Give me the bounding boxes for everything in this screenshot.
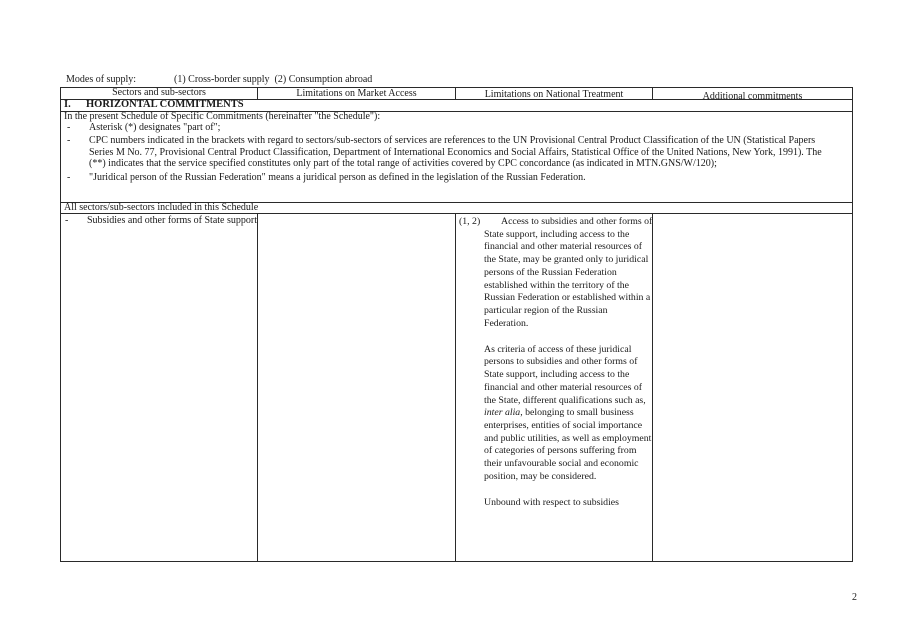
definition-text: CPC numbers indicated in the brackets with regard to sectors/sub-sectors of services are references to the UN Provisional Central Product Classification of the UN (Statistical Papers Series M No. 77, Provisional Central Product Classification, Department of International Economics and Social Affairs, Statistical Office of the United Nations, New York, 1991). The (**) indicates that the service specified constitutes only part of the total range of activities covered by CPC concordance (as indicated in MTN.GNS/W/120);	[89, 134, 822, 170]
sector-cell	[61, 215, 257, 255]
column-header-national-treatment: Limitations on National Treatment	[484, 89, 624, 100]
col-divider-1-body	[257, 213, 258, 562]
section-title-text: HORIZONTAL COMMITMENTS	[86, 99, 244, 110]
nt-paragraph-2	[484, 344, 654, 484]
nt-body	[484, 216, 654, 522]
definitions-list	[63, 122, 838, 185]
modes-label: Modes of supply:	[66, 74, 136, 85]
all-sectors-heading: All sectors/sub-sectors included in this Schedule	[64, 202, 259, 213]
definition-item	[63, 172, 838, 184]
nt-paragraph-3: Unbound with respect to subsidies	[484, 496, 619, 508]
column-header-market-access: Limitations on Market Access	[296, 88, 417, 99]
table-bottom-border	[60, 561, 853, 562]
bullet-dash: -	[65, 215, 69, 226]
bullet-dash: -	[67, 122, 71, 133]
table-left-border	[60, 87, 61, 562]
sector-text: Subsidies and other forms of State support	[87, 215, 257, 226]
section-title	[64, 99, 244, 112]
nt-mode-label: (1, 2)	[459, 216, 481, 227]
section-number: I.	[64, 99, 71, 110]
definition-item	[63, 122, 838, 134]
nt-paragraph-1: Access to subsidies and other forms of State support, including access to the financial and other material resources of the State, may be granted only to juridical persons of the Russian Federation established within the territory of the Russian Federation or established within a particular region of the Russian Federation.	[484, 216, 653, 329]
bullet-dash: -	[67, 172, 71, 184]
nt-para2-part-b: , belonging to small business enterprises, entities of social importance and public utilities, as well as employment of categories of persons suffering from their unfavourable social and economic position, may be considered.	[484, 407, 652, 482]
page-number: 2	[852, 592, 857, 603]
intro-text: In the present Schedule of Specific Commitments (hereinafter "the Schedule"):	[64, 111, 381, 122]
table-right-border	[852, 87, 853, 562]
definition-text: Asterisk (*) designates "part of";	[89, 122, 221, 133]
mode-2: (2) Consumption abroad	[274, 74, 373, 85]
column-header-sectors: Sectors and sub-sectors	[112, 87, 206, 98]
nt-para2-italic: inter alia	[484, 407, 521, 419]
column-header-additional: Additional commitments	[702, 91, 803, 102]
mode-1: (1) Cross-border supply	[174, 74, 270, 85]
bullet-dash: -	[67, 134, 71, 146]
col-divider-2-body	[455, 213, 456, 562]
definition-item	[63, 135, 838, 170]
modes-of-supply	[66, 74, 372, 86]
national-treatment-cell	[459, 216, 651, 560]
nt-para2-part-a: As criteria of access of these juridical persons to subsidies and other forms of State support, including access to the financial and other material resources of the State, different qualifications such as,	[484, 343, 646, 406]
definition-text: "Juridical person of the Russian Federation" means a juridical person as defined in the legislation of the Russian Federation.	[89, 172, 586, 184]
